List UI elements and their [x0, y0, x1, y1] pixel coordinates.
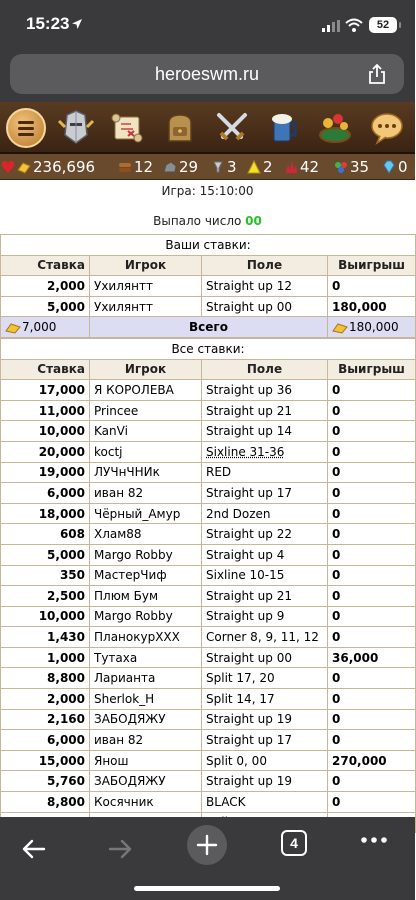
roulette-icon[interactable]	[316, 109, 354, 147]
table-row	[1, 400, 416, 421]
header-stake: Ставка	[1, 255, 90, 276]
field-cell: Straight up 14	[202, 421, 328, 442]
table-row	[1, 296, 416, 317]
table-row	[1, 627, 416, 648]
field-cell: Straight up 12	[202, 276, 328, 297]
backpack-icon[interactable]	[161, 109, 199, 147]
stake-cell: 2,500	[1, 586, 90, 607]
sulfur-amount: 2	[263, 158, 273, 176]
win-cell: 0	[328, 524, 416, 545]
roulette-results	[0, 180, 415, 817]
browser-address-area	[0, 50, 415, 102]
knight-helmet-icon[interactable]	[57, 109, 95, 147]
crystals-resource	[284, 158, 319, 176]
dropped-number-label: Выпало число	[153, 214, 242, 228]
field-cell: Straight up 4	[202, 544, 328, 565]
stake-cell: 17,000	[1, 380, 90, 401]
diamond-icon	[382, 160, 396, 174]
win-cell: 270,000	[328, 750, 416, 771]
stake-cell: 608	[1, 524, 90, 545]
heart-icon	[1, 160, 15, 174]
field-cell: 2nd Dozen	[202, 503, 328, 524]
field-cell: Straight up 00	[202, 296, 328, 317]
wood-amount: 12	[134, 158, 154, 176]
new-tab-button[interactable]	[187, 825, 227, 865]
ore-resource	[163, 158, 198, 176]
dropped-number-value: 00	[245, 214, 262, 228]
gold-icon	[17, 160, 31, 174]
status-time: 15:23	[26, 14, 70, 33]
win-cell: 0	[328, 606, 416, 627]
table-row	[1, 792, 416, 813]
player-cell[interactable]: Янош	[90, 750, 202, 771]
crystals-amount: 42	[300, 158, 320, 176]
tabs-button[interactable]: 4	[281, 830, 307, 856]
total-stake: 7,000	[1, 317, 90, 338]
player-cell[interactable]: Margo Robby	[90, 544, 202, 565]
win-cell: 0	[328, 380, 416, 401]
diamonds-resource	[382, 158, 408, 176]
stake-cell: 2,160	[1, 709, 90, 730]
stake-cell: 10,000	[1, 606, 90, 627]
win-cell: 0	[328, 462, 416, 483]
back-arrow-icon[interactable]	[12, 827, 56, 871]
win-cell: 36,000	[328, 647, 416, 668]
url-text[interactable]: heroeswm.ru	[154, 64, 260, 84]
game-menu-bar	[0, 102, 415, 154]
field-cell: Straight up 22	[202, 524, 328, 545]
field-cell: RED	[202, 462, 328, 483]
player-cell[interactable]: Тутаха	[90, 647, 202, 668]
ore-icon	[163, 160, 177, 174]
player-cell[interactable]: ЛУЧнЧНИк	[90, 462, 202, 483]
field-cell: Split 14, 17	[202, 689, 328, 710]
header-field: Поле	[202, 359, 328, 380]
ore-amount: 29	[179, 158, 199, 176]
table-row	[1, 730, 416, 751]
player-cell[interactable]: Margo Robby	[90, 606, 202, 627]
field-cell: Straight up 00	[202, 647, 328, 668]
stake-cell: 1,430	[1, 627, 90, 648]
table-row	[1, 668, 416, 689]
more-options-icon[interactable]	[360, 835, 388, 845]
stake-cell: 6,000	[1, 483, 90, 504]
win-cell: 0	[328, 730, 416, 751]
gems-resource	[334, 158, 369, 176]
field-cell: Split 0, 00	[202, 750, 328, 771]
stake-cell: 19,000	[1, 462, 90, 483]
field-cell: Straight up 21	[202, 586, 328, 607]
header-win: Выигрыш	[328, 359, 416, 380]
plus-icon	[195, 833, 219, 857]
field-cell: Straight up 19	[202, 709, 328, 730]
field-cell: Straight up 36	[202, 380, 328, 401]
wifi-icon	[345, 18, 363, 32]
stake-cell: 5,760	[1, 771, 90, 792]
field-cell: Straight up 21	[202, 400, 328, 421]
total-win: 180,000	[328, 317, 416, 338]
field-cell: Straight up 19	[202, 771, 328, 792]
win-cell: 0	[328, 421, 416, 442]
win-cell: 0	[328, 276, 416, 297]
table-row	[1, 483, 416, 504]
player-cell[interactable]: ПланокурXXX	[90, 627, 202, 648]
player-cell[interactable]: Ухилянтт	[90, 276, 202, 297]
table-row	[1, 771, 416, 792]
player-cell[interactable]: koctj	[90, 441, 202, 462]
stake-cell: 10,000	[1, 421, 90, 442]
header-player: Игрок	[90, 359, 202, 380]
table-row	[1, 441, 416, 462]
player-cell[interactable]: Sherlok_H	[90, 689, 202, 710]
wood-icon	[118, 160, 132, 174]
player-cell[interactable]: Ларианта	[90, 668, 202, 689]
header-stake: Ставка	[1, 359, 90, 380]
win-cell: 0	[328, 586, 416, 607]
win-cell: 0	[328, 792, 416, 813]
table-row	[1, 544, 416, 565]
wood-resource	[118, 158, 153, 176]
win-cell: 0	[328, 668, 416, 689]
table-row	[1, 503, 416, 524]
tavern-mug-icon[interactable]	[265, 109, 303, 147]
player-cell[interactable]: иван 82	[90, 730, 202, 751]
status-bar	[0, 0, 415, 50]
stake-cell: 350	[1, 565, 90, 586]
header-player: Игрок	[90, 255, 202, 276]
field-cell: BLACK	[202, 792, 328, 813]
table-row	[1, 606, 416, 627]
table-row	[1, 276, 416, 297]
stake-cell: 8,800	[1, 668, 90, 689]
stake-cell: 20,000	[1, 441, 90, 462]
player-cell[interactable]: KanVi	[90, 421, 202, 442]
dropped-number-line	[0, 214, 415, 234]
table-row	[1, 565, 416, 586]
home-indicator	[134, 886, 280, 891]
table-row	[1, 586, 416, 607]
address-bar[interactable]	[10, 54, 404, 94]
win-cell: 0	[328, 709, 416, 730]
win-cell: 0	[328, 441, 416, 462]
gold-icon	[5, 322, 21, 334]
sulfur-icon	[247, 160, 261, 174]
win-cell: 0	[328, 483, 416, 504]
header-field: Поле	[202, 255, 328, 276]
table-row	[1, 647, 416, 668]
table-row	[1, 750, 416, 771]
crossed-swords-icon[interactable]	[213, 109, 251, 147]
field-cell: Sixline 31-36	[202, 441, 328, 462]
win-cell: 0	[328, 689, 416, 710]
stake-cell: 5,000	[1, 544, 90, 565]
gems-amount: 35	[350, 158, 370, 176]
table-row	[1, 421, 416, 442]
player-cell[interactable]: Хлам88	[90, 524, 202, 545]
player-cell[interactable]: Плюм Бум	[90, 586, 202, 607]
crystal-icon	[284, 160, 298, 174]
health-resource	[1, 158, 95, 176]
stake-cell: 18,000	[1, 503, 90, 524]
win-cell: 180,000	[328, 296, 416, 317]
table-row	[1, 524, 416, 545]
mercury-amount: 3	[227, 158, 237, 176]
stake-cell: 15,000	[1, 750, 90, 771]
stake-cell: 2,000	[1, 689, 90, 710]
stake-cell: 11,000	[1, 400, 90, 421]
player-cell[interactable]: ЗАБОДЯЖУ	[90, 771, 202, 792]
mercury-resource	[211, 158, 237, 176]
total-row	[1, 317, 416, 338]
menu-icon[interactable]	[6, 108, 46, 148]
field-cell: Corner 8, 9, 11, 12	[202, 627, 328, 648]
table-row	[1, 380, 416, 401]
chat-bubble-icon[interactable]	[368, 109, 406, 147]
share-icon[interactable]	[366, 63, 388, 85]
header-win: Выигрыш	[328, 255, 416, 276]
field-cell: Sixline 10-15	[202, 565, 328, 586]
field-cell: Straight up 17	[202, 730, 328, 751]
total-label: Всего	[90, 317, 328, 338]
gold-amount: 236,696	[33, 158, 96, 176]
win-cell: 0	[328, 400, 416, 421]
my-bets-caption: Ваши ставки:	[1, 235, 416, 256]
win-cell: 0	[328, 544, 416, 565]
player-cell[interactable]: Косячник	[90, 792, 202, 813]
field-cell: Split 17, 20	[202, 668, 328, 689]
gems-icon	[334, 160, 348, 174]
player-cell[interactable]: ЗАБОДЯЖУ	[90, 709, 202, 730]
resources-bar	[0, 154, 415, 180]
stake-cell: 8,800	[1, 792, 90, 813]
field-cell: Straight up 9	[202, 606, 328, 627]
diamonds-amount: 0	[398, 158, 408, 176]
all-bets-table	[0, 338, 416, 833]
stake-cell: 2,000	[1, 276, 90, 297]
field-cell: Straight up 17	[202, 483, 328, 504]
stake-cell: 6,000	[1, 730, 90, 751]
player-cell[interactable]: Я КОРОЛЕВА	[90, 380, 202, 401]
win-cell: 0	[328, 627, 416, 648]
game-time: Игра: 15:10:00	[161, 184, 254, 198]
win-cell: 0	[328, 771, 416, 792]
player-cell[interactable]: Ухилянтт	[90, 296, 202, 317]
win-cell: 0	[328, 503, 416, 524]
mercury-icon	[211, 160, 225, 174]
scroll-map-icon[interactable]	[108, 109, 146, 147]
location-arrow-icon	[71, 18, 83, 30]
player-cell[interactable]: МастерЧиф	[90, 565, 202, 586]
cellular-signal-icon	[322, 20, 340, 32]
stake-cell: 5,000	[1, 296, 90, 317]
sulfur-resource	[247, 158, 273, 176]
gold-icon	[332, 322, 348, 334]
all-bets-caption: Все ставки:	[1, 338, 416, 359]
battery-indicator: 52	[369, 17, 397, 33]
player-cell[interactable]: Princee	[90, 400, 202, 421]
table-row	[1, 709, 416, 730]
my-bets-table	[0, 234, 416, 338]
player-cell[interactable]: Чёрный_Амур	[90, 503, 202, 524]
stake-cell: 1,000	[1, 647, 90, 668]
table-row	[1, 689, 416, 710]
forward-arrow-icon[interactable]	[98, 827, 142, 871]
player-cell[interactable]: иван 82	[90, 483, 202, 504]
win-cell: 0	[328, 565, 416, 586]
table-row	[1, 462, 416, 483]
